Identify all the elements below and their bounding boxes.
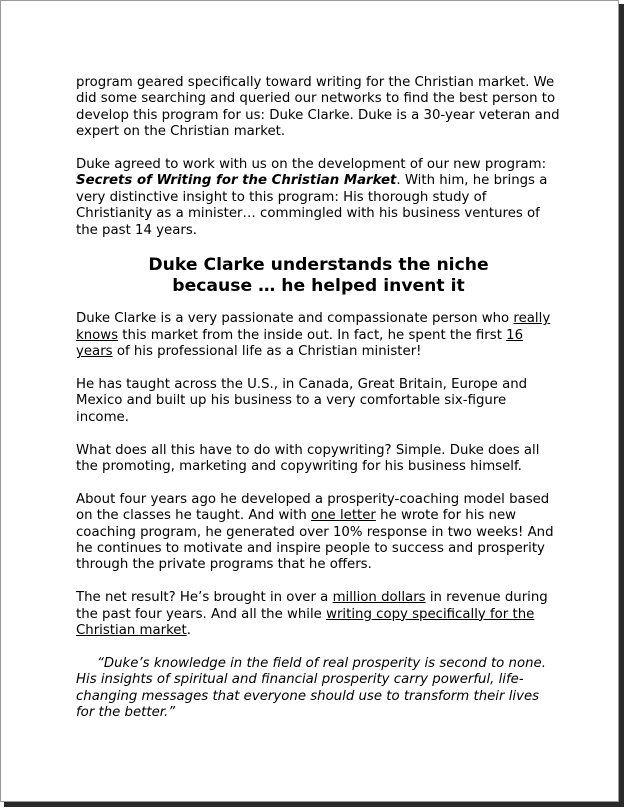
text-segment: he wrote for his new coaching program, he generated over 10% response in two weeks! And he continues to motivate and inspire people to success and prosperity through the private programs that he offers. <box>76 508 554 573</box>
underline-christian-market: writing copy specifically for the Christian market <box>76 606 535 639</box>
text-segment: About four years ago he developed a prosperity-coaching model based on the classes he taught. And with <box>76 491 550 524</box>
text-segment: of his professional life as a Christian minister! <box>112 344 422 360</box>
text-segment: . <box>186 623 191 639</box>
paragraph-program-text-end: . With him, he brings a very distinctive insight to this program: His thorough study of Christianity as a minister… commingled with his business ventures of the past 14 years. <box>76 173 548 238</box>
underline-one-letter: one letter <box>310 508 376 524</box>
paragraph-passionate <box>76 311 561 360</box>
heading-line-1: Duke Clarke understands the niche <box>148 255 489 276</box>
paragraph-program-text: Duke agreed to work with us on the development of our new program: <box>76 157 547 173</box>
heading-line-2: because … he helped invent it <box>172 276 465 297</box>
page-shadow-right <box>619 4 624 807</box>
section-heading <box>76 255 561 297</box>
underline-really-knows: really knows <box>76 311 551 343</box>
paragraph-copywriting: What does all this have to do with copywriting? Simple. Duke does all the promoting, marketing and copywriting for his business himself. <box>76 442 540 475</box>
underline-16-years: 16 years <box>76 327 524 360</box>
paragraph-taught: He has taught across the U.S., in Canada, Great Britain, Europe and Mexico and built up his business to a very comfortable six-figure income. <box>76 377 528 425</box>
paragraph-coaching <box>76 492 561 574</box>
text-segment: Duke Clarke is a very passionate and compassionate person who <box>76 311 514 327</box>
text-segment: this market from the inside out. In fact, he spent the first <box>118 327 507 343</box>
paragraph-intro: program geared specifically toward writing for the Christian market. We did some searching and queried our networks to find the best person to develop this program for us: Duke Clarke. Duke is a 30-year veteran and expert on the Christian market. <box>76 75 560 140</box>
program-title: Secrets of Writing for the Christian Market <box>76 173 397 189</box>
paragraph-net-result <box>76 590 561 639</box>
underline-million-dollars: million dollars <box>332 590 426 606</box>
page-shadow-bottom <box>4 802 624 807</box>
text-segment: The net result? He’s brought in over a <box>76 590 333 606</box>
testimonial-quote: “Duke’s knowledge in the field of real prosperity is second to none. His insights of spiritual and financial prosperity carry powerful, life-changing messages that everyone should use to transform their lives for the better.” <box>76 655 546 721</box>
text-segment: in revenue during the past four years. And all the while <box>76 590 548 622</box>
paragraph-program <box>76 157 561 239</box>
page-content <box>76 75 561 738</box>
